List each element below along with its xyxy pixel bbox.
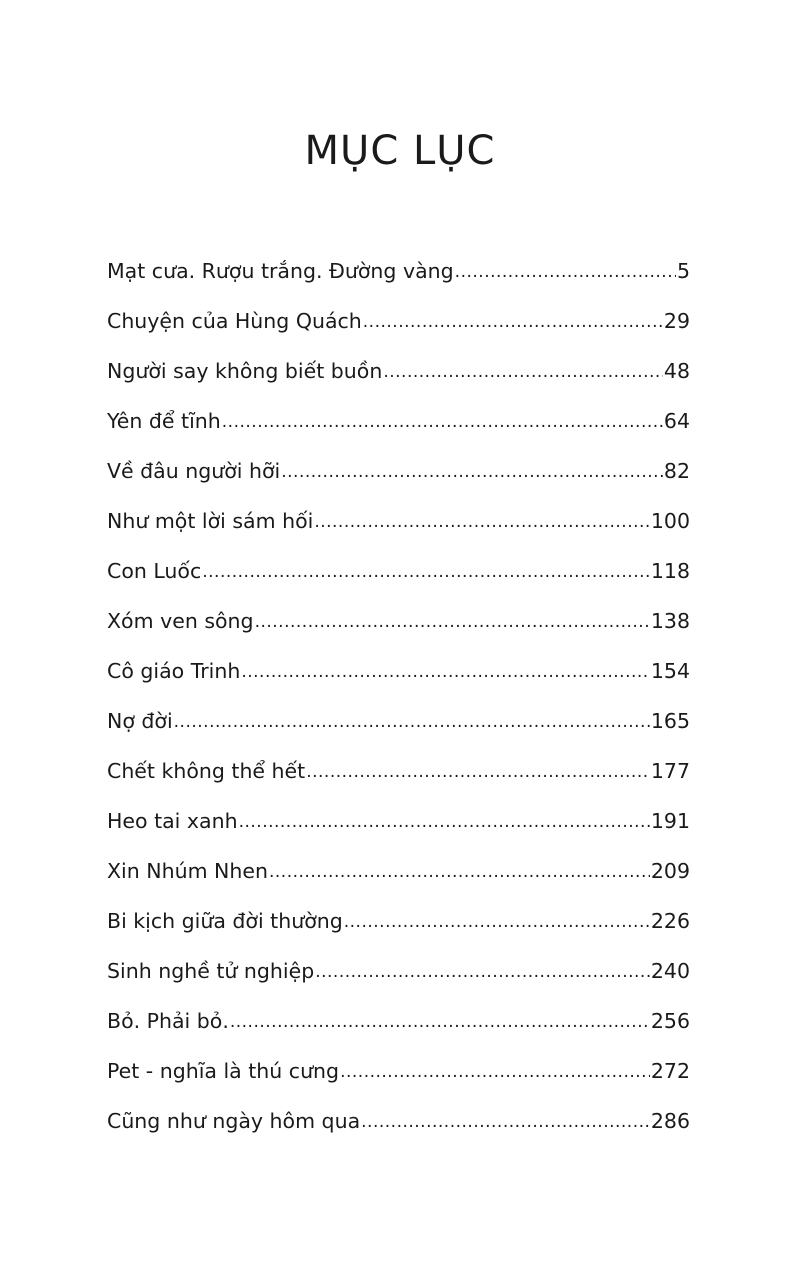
toc-entry (107, 1103, 690, 1153)
toc-entry-title: Cũng như ngày hôm qua (107, 1109, 361, 1133)
dot-leader (314, 504, 650, 540)
dot-leader (230, 1004, 650, 1040)
toc-entry-title: Xóm ven sông (107, 609, 254, 633)
toc-entry-page-number: 100 (650, 509, 690, 533)
toc-entry-title: Con Luốc (107, 559, 202, 583)
dot-leader (269, 854, 650, 890)
dot-leader (255, 604, 650, 640)
toc-entry (107, 653, 690, 703)
toc-entry (107, 953, 690, 1003)
toc-entry (107, 703, 690, 753)
toc-entry-page-number: 154 (650, 659, 690, 683)
dot-leader (315, 954, 650, 990)
toc-entry-page-number: 5 (676, 259, 690, 283)
toc-entry (107, 553, 690, 603)
toc-entry-page-number: 240 (650, 959, 690, 983)
dot-leader (241, 654, 650, 690)
table-of-contents (107, 253, 690, 1153)
toc-entry (107, 403, 690, 453)
toc-entry (107, 253, 690, 303)
dot-leader (281, 454, 663, 490)
dot-leader (202, 554, 650, 590)
toc-entry-title: Xin Nhúm Nhen (107, 859, 268, 883)
toc-entry-title: Bỏ. Phải bỏ. (107, 1009, 229, 1033)
toc-entry-page-number: 29 (663, 309, 690, 333)
toc-entry-title: Sinh nghề tử nghiệp (107, 959, 315, 983)
toc-entry-page-number: 48 (663, 359, 690, 383)
toc-entry-page-number: 272 (650, 1059, 690, 1083)
dot-leader (363, 304, 663, 340)
toc-entry-page-number: 226 (650, 909, 690, 933)
toc-entry (107, 803, 690, 853)
toc-entry (107, 853, 690, 903)
toc-entry-page-number: 286 (650, 1109, 690, 1133)
toc-entry-title: Mạt cưa. Rượu trắng. Đường vàng (107, 259, 454, 283)
toc-entry-page-number: 82 (663, 459, 690, 483)
toc-entry-page-number: 191 (650, 809, 690, 833)
toc-entry (107, 603, 690, 653)
toc-entry (107, 453, 690, 503)
toc-entry-title: Yên để tĩnh (107, 409, 221, 433)
dot-leader (361, 1104, 650, 1140)
toc-entry-title: Chuyện của Hùng Quách (107, 309, 362, 333)
toc-entry-page-number: 138 (650, 609, 690, 633)
dot-leader (383, 354, 663, 390)
toc-entry-title: Bi kịch giữa đời thường (107, 909, 343, 933)
toc-entry (107, 353, 690, 403)
toc-entry (107, 753, 690, 803)
toc-entry-title: Người say không biết buồn (107, 359, 383, 383)
toc-entry (107, 1053, 690, 1103)
toc-entry-page-number: 256 (650, 1009, 690, 1033)
page-title: MỤC LỤC (304, 128, 496, 174)
toc-entry (107, 503, 690, 553)
dot-leader (344, 904, 650, 940)
toc-entry-page-number: 209 (650, 859, 690, 883)
toc-entry-title: Về đâu người hỡi (107, 459, 281, 483)
toc-entry-title: Cô giáo Trinh (107, 659, 241, 683)
toc-entry-title: Pet - nghĩa là thú cưng (107, 1059, 340, 1083)
dot-leader (174, 704, 650, 740)
dot-leader (239, 804, 650, 840)
toc-entry-page-number: 177 (650, 759, 690, 783)
toc-entry-title: Nợ đời (107, 709, 173, 733)
dot-leader (455, 254, 676, 290)
toc-entry-title: Như một lời sám hối (107, 509, 314, 533)
toc-entry-page-number: 165 (650, 709, 690, 733)
dot-leader (340, 1054, 650, 1090)
toc-entry-title: Chết không thể hết (107, 759, 306, 783)
toc-entry-page-number: 64 (663, 409, 690, 433)
toc-entry (107, 1003, 690, 1053)
dot-leader (306, 754, 650, 790)
toc-entry (107, 903, 690, 953)
toc-entry (107, 303, 690, 353)
dot-leader (222, 404, 663, 440)
toc-entry-title: Heo tai xanh (107, 809, 238, 833)
toc-entry-page-number: 118 (650, 559, 690, 583)
